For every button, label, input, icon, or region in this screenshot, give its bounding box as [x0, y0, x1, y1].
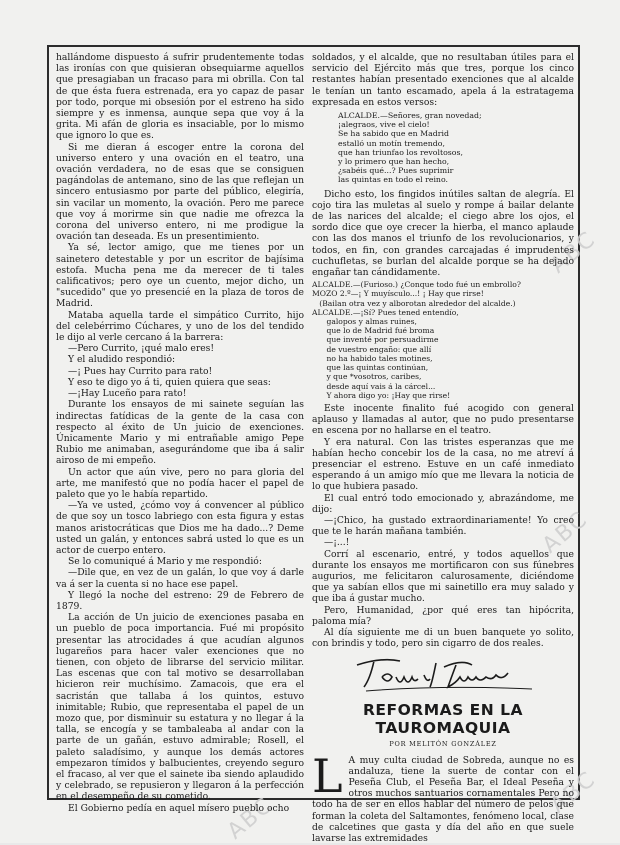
verse-line: que lo de Madrid fué broma: [312, 326, 435, 336]
watermark: ABC: [537, 506, 594, 559]
paragraph: —¡Chico, ha gustado extraordinariamente! Yo creo que te le harán mañana también.: [312, 514, 574, 538]
verse-line: y que *vosotros, caribes,: [312, 372, 422, 382]
dialogue-line: —¡ Pues hay Currito para rato!: [68, 365, 213, 377]
verse-block: [338, 111, 574, 185]
paragraph: Si me dieran á escoger entre la corona del universo entero y una ovación en el teatro, una ovación verdadera, no de esas que se consiguen pagándolas de antemano, sino de las que reflejan un sincero entusiasmo por parte del público, elegiría, sin vacilar un momento, la ovación. Pero me parece que voy á morirme sin que nadie me ofrezca la corona del universo entero, ni me prodigue la ovación tan deseada. Es un presentimiento.: [56, 141, 304, 243]
article-body: [312, 748, 574, 845]
verse-line: MOZO 2.º—¡ Y muyísculo...! ¡ Hay que rirse!: [312, 289, 484, 299]
paragraph: —Dile que, en vez de un galán, lo que voy á darle va á ser la cuenta si no hace ese papel.: [56, 567, 304, 590]
verse-line: que inventé por persuadirme: [312, 335, 439, 345]
paragraph: —¡...!: [324, 537, 350, 549]
left-column: [56, 52, 304, 814]
signature-handwriting-icon: [352, 653, 542, 695]
paragraph: El cual entró todo emocionado y, abrazándome, me dijo:: [312, 492, 574, 515]
paragraph: El Gobierno pedía en aquel mísero pueblo ocho: [68, 802, 290, 814]
paragraph: hallándome dispuesto á sufrir prudentemente todas las ironías con que quisieran obsequiarme aquellos que presagiaban un fracaso para mi obrilla. Con tal de que ésta fuera estrenada, era yo capaz de pasar por todo, porque mi obsesión por el estreno ha sido siempre y es inmensa, aunque sepa que voy á la grita. Mi afán de gloria es insaciable, por lo mismo que ignoro lo que es.: [56, 52, 304, 142]
paragraph: Este inocente finalito fué acogido con general aplauso y llamadas al autor, que no pudo presentarse en escena por no hallarse en el teatro.: [312, 402, 574, 437]
paragraph: Corrí al escenario, entré, y todos aquellos que durante los ensayos me mortificaron con sus fúnebres augurios, me felicitaron calurosamente, diciéndome que ya sabían ellos que mi sainetillo era muy salado y que iba á gustar mucho.: [312, 548, 574, 605]
verse-line: que las quintas continúan,: [312, 363, 429, 373]
dialogue-line: —¡Hay Luceño para rato!: [68, 388, 187, 400]
paragraph: Al día siguiente me di un buen banquete yo solito, con brindis y todo, pero sin cigarro de dos reales.: [312, 626, 574, 650]
watermark: ABC: [222, 792, 279, 845]
verse-dialogue: [312, 280, 574, 400]
paragraph: Y llegó la noche del estreno: 29 de Febrero de 1879.: [56, 589, 304, 612]
watermark: ABC: [545, 226, 602, 279]
verse-text: Señores, gran novedad; ¡alegraos, vive el cielo! Se ha sabido que en Madrid estalló un motín tremendo, que han triunfao los revoltosos, y lo primero que han hecho, ¿sabéis qué...? Pues suprimir las quintas en todo el reino.: [338, 111, 482, 185]
verse-line: (Bailan otra vez y alborotan alrededor del alcalde.): [312, 298, 516, 308]
paragraph: Se lo comuniqué á Mario y me respondió:: [68, 556, 262, 568]
article-paragraph: A muy culta ciudad de Sobreda, aunque no es andaluza, tiene la suerte de contar con el Peseña Club, el Peseña Bar, el Ideal Peseña y otros muchos santuarios cornamentales Pero no todo ha de ser en ellos hablar del número de pelos que forman la coleta del Saltamontes, fenómeno local, clase de calcetines que gasta y día del año en que suele lavarse las extremidades: [312, 754, 574, 844]
article-byline: POR MELITÓN GONZÁLEZ: [389, 740, 497, 749]
verse-line: Y ahora digo yo: ¡Hay que rirse!: [312, 390, 451, 400]
dialogue-line: Y eso te digo yo á ti, quien quiera que seas:: [68, 376, 271, 388]
paragraph: Durante los ensayos de mi sainete seguían las indirectas fatídicas de la gente de la casa con respecto al éxito de Un juicio de exenciones. Únicamente Mario y mi entrañable amigo Pepe Rubio me animaban, asegurándome que iba á salir airoso de mi empeño.: [56, 399, 304, 467]
paragraph: La acción de Un juicio de exenciones pasaba en un pueblo de poca importancia. Fué mi propósito presentar las atrocidades á que acudían algunos lugareños para hacer valer exenciones que no tienen, con objeto de librarse del servicio militar. Las escenas que con tal motivo se desarrollaban hicieron reir muchísimo. Zamacois, que era el sacristán que tallaba á los quintos, estuvo inimitable; Rubio, que representaba el papel de un mozo que, por disminuir su estatura y no llegar á la talla, se encogía y se tambaleaba al andar con la parte de un gañán, estuvo admirable; Rosell, el paleto saladísimo, y aunque los demás actores empezaron tímidos y balbucientes, creyendo seguro el fracaso, al ver que el sainete iba siendo aplaudido y celebrado, se repusieron y llegaron á la perfección en el desempeño de su cometido.: [56, 612, 304, 803]
signature: [312, 651, 574, 699]
verse-line: ALCALDE.—(Furioso.) ¿Conque todo fué un embrollo?: [312, 280, 521, 290]
verse-line: desde aquí vais á la cárcel...: [312, 381, 436, 391]
paragraph: Ya sé, lector amigo, que me tienes por un sainetero detestable y por un escritor de bajísima estofa. Mucha pena me da merecer de ti tales calificativos; pero oye un cuento, mejor dicho, un "sucedido" que yo presencié en la plaza de toros de Madrid.: [56, 242, 304, 310]
drop-cap: L: [312, 748, 343, 803]
watermark: ABC: [545, 766, 602, 819]
verse-line: galopos y almas ruines,: [312, 317, 417, 327]
verse-speaker: ALCALDE.—: [338, 111, 388, 121]
paragraph: soldados, y el alcalde, que no resultaban útiles para el servicio del Ejército más que tres, porque los cinco restantes habían presentado exenciones que al alcalde le tenían un tanto escamado, apela á la estratagema expresada en estos versos:: [312, 52, 574, 108]
paragraph: Mataba aquella tarde el simpático Currito, hijo del celebérrimo Cúchares, y uno de los del tendido le dijo al verle cercano á la barrera:: [56, 309, 304, 344]
dialogue-line: —Pero Currito, ¡qué malo eres!: [68, 343, 215, 355]
verse-line: ALCALDE.—¡Sí? Pues tened entendío,: [312, 307, 459, 317]
paragraph: Y era natural. Con las tristes esperanzas que me habían hecho concebir los de la casa, no me atreví á presenciar el estreno. Estuve en un café inmediato esperando á un amigo mío que me llevara la noticia de lo que hubiera pasado.: [312, 436, 574, 493]
paragraph: Pero, Humanidad, ¿por qué eres tan hipócrita, paloma mía?: [312, 604, 574, 627]
paragraph: —Ya ve usted, ¿cómo voy á convencer al público de que soy un tosco labriego con esta figura y estas manos aristocráticas que Dios me ha dado...? Deme usted un galán, y entonces sabrá usted lo que es un actor de cuerpo entero.: [56, 500, 304, 556]
verse-line: de vuestro engaño: que allí: [312, 344, 432, 354]
paragraph: Dicho esto, los fingidos inútiles saltan de alegría. El cojo tira las muletas al suelo y rompe á bailar delante de las narices del alcalde; el ciego abre los ojos, el sordo dice que oye crecer la hierba, el manco aplaude con las dos manos el triunfo de los revolucionarios, y todos, en fin, con grandes carcajadas é imprudentes cuchufletas, se burlan del alcalde porque se ha dejado engañar tan cándidamente.: [312, 188, 574, 279]
article-headline: REFORMAS EN LA TAUROMAQUIA: [362, 701, 524, 738]
right-column: [312, 52, 574, 844]
paragraph: Un actor que aún vive, pero no para gloria del arte, me manifestó que no podía hacer el papel de paleto que yo le había repartido.: [56, 466, 304, 500]
verse-line: no ha habido tales motines,: [312, 353, 433, 363]
dialogue-line: Y el aludido respondió:: [68, 354, 176, 366]
